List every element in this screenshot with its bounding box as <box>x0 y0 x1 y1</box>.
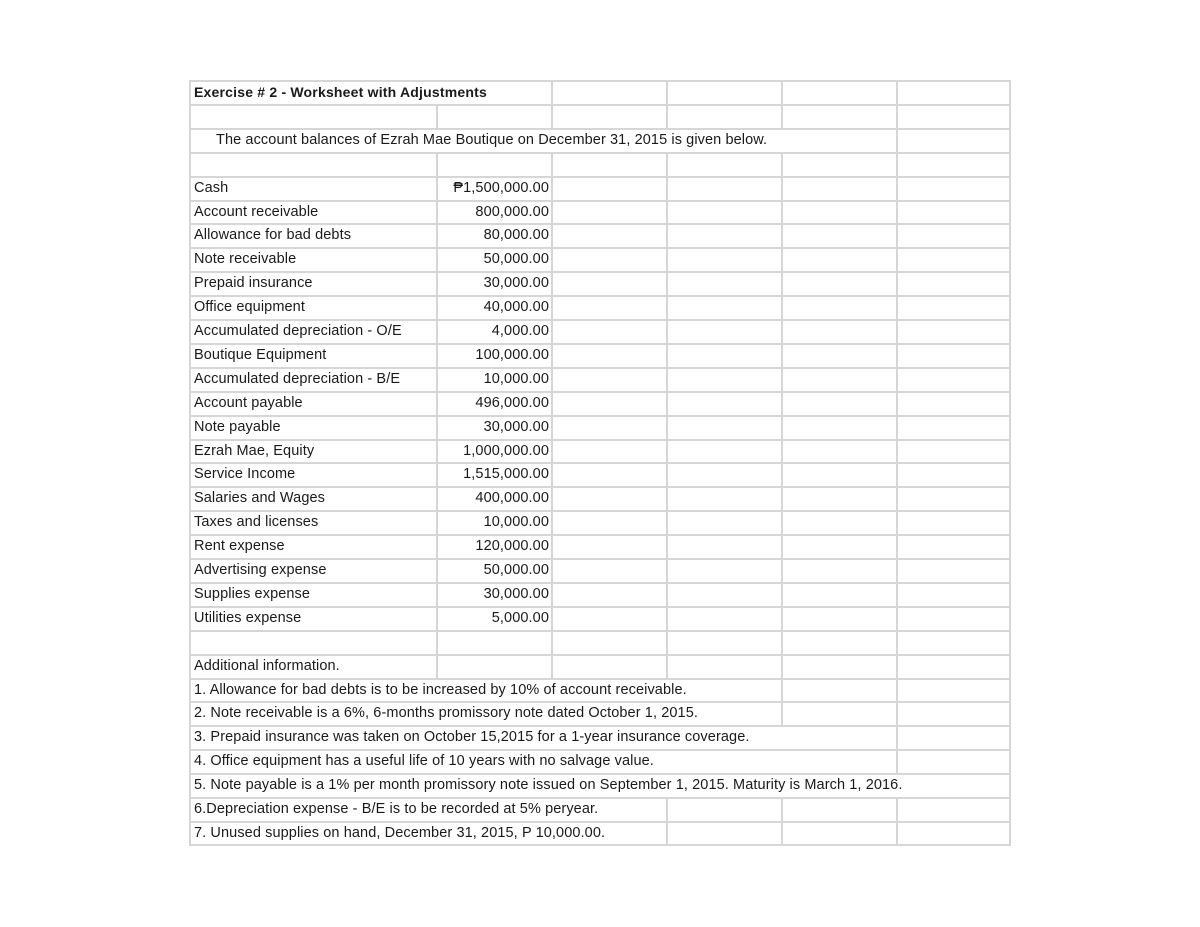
grid-column-line <box>189 80 191 105</box>
account-amount: 4,000.00 <box>491 323 549 339</box>
account-name: Office equipment <box>194 299 305 316</box>
grid-column-line <box>896 678 898 703</box>
grid-column-line <box>1009 797 1011 822</box>
grid-column-line <box>1009 510 1011 535</box>
grid-column-line <box>436 654 438 679</box>
account-amount: 400,000.00 <box>475 490 549 507</box>
additional-info-item: 5. Note payable is a 1% per month promissory note issued on September 1, 2015. Maturity is March 1, 2016. <box>194 777 903 794</box>
grid-column-line <box>781 534 783 559</box>
account-name: Account receivable <box>194 203 319 220</box>
grid-column-line <box>551 152 553 177</box>
account-name: Accumulated depreciation - O/E <box>194 323 402 339</box>
grid-row-line <box>189 152 1011 154</box>
grid-column-line <box>189 534 191 559</box>
grid-row-line <box>189 247 1011 249</box>
grid-column-line <box>896 295 898 320</box>
grid-column-line <box>189 247 191 272</box>
grid-row-line <box>189 295 1011 297</box>
grid-column-line <box>666 271 668 296</box>
grid-column-line <box>1009 295 1011 320</box>
grid-column-line <box>896 200 898 225</box>
grid-column-line <box>666 152 668 177</box>
grid-column-line <box>1009 654 1011 679</box>
grid-column-line <box>781 104 783 129</box>
grid-column-line <box>1009 606 1011 631</box>
grid-column-line <box>551 439 553 464</box>
account-name: Accumulated depreciation - B/E <box>194 370 401 387</box>
account-name: Advertising expense <box>194 562 327 578</box>
grid-column-line <box>1009 200 1011 225</box>
account-amount: 30,000.00 <box>483 275 549 292</box>
grid-column-line <box>551 510 553 535</box>
spreadsheet-grid <box>189 80 1011 845</box>
grid-column-line <box>189 439 191 464</box>
grid-column-line <box>189 558 191 583</box>
grid-column-line <box>896 486 898 511</box>
grid-column-line <box>781 606 783 631</box>
grid-column-line <box>896 391 898 416</box>
grid-column-line <box>781 701 783 726</box>
grid-column-line <box>896 654 898 679</box>
grid-column-line <box>896 630 898 655</box>
grid-column-line <box>189 749 191 774</box>
account-name: Boutique Equipment <box>194 346 327 363</box>
additional-info-item: 3. Prepaid insurance was taken on October 15,2015 for a 1-year insurance coverage. <box>194 729 750 746</box>
grid-column-line <box>551 247 553 272</box>
account-name: Rent expense <box>194 538 285 555</box>
grid-column-line <box>1009 534 1011 559</box>
grid-column-line <box>666 200 668 225</box>
additional-info-item: 4. Office equipment has a useful life of 10 years with no salvage value. <box>194 753 654 770</box>
grid-column-line <box>551 391 553 416</box>
grid-column-line <box>781 319 783 344</box>
grid-row-line <box>189 462 1011 464</box>
account-amount: 10,000.00 <box>483 370 549 387</box>
grid-column-line <box>551 582 553 607</box>
grid-column-line <box>189 773 191 798</box>
grid-column-line <box>1009 319 1011 344</box>
grid-column-line <box>896 510 898 535</box>
grid-column-line <box>666 510 668 535</box>
grid-column-line <box>896 606 898 631</box>
account-amount: 40,000.00 <box>483 299 549 316</box>
account-name: Note receivable <box>194 251 297 268</box>
worksheet-title: Exercise # 2 - Worksheet with Adjustments <box>194 84 487 100</box>
grid-column-line <box>666 295 668 320</box>
intro-text: The account balances of Ezrah Mae Boutique on December 31, 2015 is given below. <box>216 131 768 148</box>
grid-column-line <box>666 367 668 392</box>
grid-column-line <box>666 462 668 487</box>
grid-column-line <box>1009 271 1011 296</box>
grid-column-line <box>896 367 898 392</box>
account-amount: 496,000.00 <box>475 394 549 411</box>
grid-column-line <box>666 534 668 559</box>
grid-column-line <box>781 582 783 607</box>
grid-column-line <box>1009 128 1011 153</box>
grid-column-line <box>1009 582 1011 607</box>
grid-column-line <box>551 367 553 392</box>
grid-column-line <box>1009 701 1011 726</box>
grid-column-line <box>189 510 191 535</box>
grid-column-line <box>436 630 438 655</box>
grid-column-line <box>781 630 783 655</box>
account-amount: 1,000,000.00 <box>463 442 549 459</box>
account-amount: 1,515,000.00 <box>463 466 549 483</box>
grid-column-line <box>896 80 898 105</box>
grid-column-line <box>1009 152 1011 177</box>
grid-column-line <box>1009 462 1011 487</box>
grid-column-line <box>781 486 783 511</box>
grid-column-line <box>1009 486 1011 511</box>
grid-column-line <box>781 80 783 105</box>
account-amount: 10,000.00 <box>483 514 549 531</box>
grid-row-line <box>189 606 1011 608</box>
grid-column-line <box>666 415 668 440</box>
account-amount: 120,000.00 <box>475 538 549 555</box>
account-name: Taxes and licenses <box>194 514 319 531</box>
grid-column-line <box>896 725 898 750</box>
grid-column-line <box>1009 391 1011 416</box>
grid-column-line <box>551 223 553 248</box>
grid-row-line <box>189 630 1011 632</box>
grid-column-line <box>551 534 553 559</box>
grid-column-line <box>896 534 898 559</box>
grid-column-line <box>551 486 553 511</box>
grid-column-line <box>189 486 191 511</box>
grid-column-line <box>551 606 553 631</box>
grid-column-line <box>551 104 553 129</box>
grid-column-line <box>551 295 553 320</box>
grid-column-line <box>189 343 191 368</box>
grid-column-line <box>666 582 668 607</box>
grid-column-line <box>436 152 438 177</box>
grid-column-line <box>896 582 898 607</box>
grid-column-line <box>1009 176 1011 201</box>
grid-column-line <box>896 319 898 344</box>
grid-column-line <box>666 630 668 655</box>
grid-column-line <box>666 391 668 416</box>
grid-row-line <box>189 534 1011 536</box>
grid-row-line <box>189 415 1011 417</box>
grid-column-line <box>1009 343 1011 368</box>
account-name: Allowance for bad debts <box>194 227 352 244</box>
grid-column-line <box>896 821 898 846</box>
account-amount: 30,000.00 <box>483 418 549 435</box>
grid-column-line <box>551 271 553 296</box>
grid-column-line <box>781 391 783 416</box>
grid-column-line <box>1009 367 1011 392</box>
grid-column-line <box>781 558 783 583</box>
grid-column-line <box>781 200 783 225</box>
grid-column-line <box>666 606 668 631</box>
grid-column-line <box>896 797 898 822</box>
grid-column-line <box>896 223 898 248</box>
grid-column-line <box>189 701 191 726</box>
account-amount: 100,000.00 <box>475 346 549 363</box>
grid-column-line <box>551 558 553 583</box>
grid-column-line <box>189 415 191 440</box>
grid-row-line <box>189 582 1011 584</box>
grid-column-line <box>781 821 783 846</box>
grid-column-line <box>189 678 191 703</box>
grid-column-line <box>896 701 898 726</box>
grid-column-line <box>1009 247 1011 272</box>
grid-column-line <box>1009 821 1011 846</box>
grid-column-line <box>666 343 668 368</box>
grid-column-line <box>189 367 191 392</box>
grid-column-line <box>189 654 191 679</box>
grid-column-line <box>781 678 783 703</box>
grid-column-line <box>189 271 191 296</box>
grid-column-line <box>666 247 668 272</box>
grid-column-line <box>189 797 191 822</box>
grid-column-line <box>896 343 898 368</box>
account-name: Note payable <box>194 418 281 435</box>
grid-column-line <box>781 223 783 248</box>
grid-column-line <box>666 821 668 846</box>
account-name: Ezrah Mae, Equity <box>194 442 315 459</box>
grid-column-line <box>896 247 898 272</box>
grid-column-line <box>189 128 191 153</box>
additional-info-item: 1. Allowance for bad debts is to be increased by 10% of account receivable. <box>194 681 687 698</box>
grid-column-line <box>781 462 783 487</box>
account-amount: 800,000.00 <box>475 203 549 220</box>
account-amount: ₱1,500,000.00 <box>453 179 549 196</box>
grid-column-line <box>781 152 783 177</box>
account-amount: 30,000.00 <box>483 585 549 602</box>
grid-column-line <box>896 104 898 129</box>
grid-column-line <box>1009 558 1011 583</box>
additional-info-item: 7. Unused supplies on hand, December 31, 2015, P 10,000.00. <box>194 824 606 841</box>
grid-column-line <box>666 104 668 129</box>
grid-column-line <box>1009 630 1011 655</box>
grid-column-line <box>189 462 191 487</box>
grid-column-line <box>666 223 668 248</box>
account-name: Cash <box>194 179 229 196</box>
account-name: Supplies expense <box>194 585 311 602</box>
grid-column-line <box>896 439 898 464</box>
account-name: Prepaid insurance <box>194 275 313 292</box>
grid-column-line <box>189 295 191 320</box>
grid-column-line <box>781 654 783 679</box>
grid-column-line <box>781 797 783 822</box>
grid-column-line <box>781 510 783 535</box>
grid-column-line <box>1009 773 1011 798</box>
grid-column-line <box>189 319 191 344</box>
grid-column-line <box>781 271 783 296</box>
grid-column-line <box>1009 223 1011 248</box>
grid-column-line <box>189 582 191 607</box>
grid-column-line <box>189 630 191 655</box>
grid-column-line <box>436 104 438 129</box>
grid-row-line <box>189 104 1011 106</box>
account-name: Account payable <box>194 394 303 411</box>
grid-column-line <box>896 415 898 440</box>
grid-column-line <box>189 176 191 201</box>
grid-column-line <box>666 439 668 464</box>
grid-column-line <box>189 223 191 248</box>
grid-row-line <box>189 391 1011 393</box>
grid-column-line <box>1009 725 1011 750</box>
grid-column-line <box>1009 80 1011 105</box>
account-name: Service Income <box>194 466 296 483</box>
grid-column-line <box>1009 415 1011 440</box>
grid-column-line <box>666 319 668 344</box>
grid-column-line <box>896 462 898 487</box>
grid-column-line <box>1009 749 1011 774</box>
grid-column-line <box>551 176 553 201</box>
grid-column-line <box>896 558 898 583</box>
grid-column-line <box>896 271 898 296</box>
grid-column-line <box>189 821 191 846</box>
grid-column-line <box>781 415 783 440</box>
account-name: Salaries and Wages <box>194 490 326 507</box>
grid-column-line <box>666 558 668 583</box>
grid-column-line <box>1009 104 1011 129</box>
grid-column-line <box>781 295 783 320</box>
grid-column-line <box>551 319 553 344</box>
additional-info-item: 2. Note receivable is a 6%, 6-months promissory note dated October 1, 2015. <box>194 705 698 722</box>
grid-column-line <box>666 486 668 511</box>
account-amount: 50,000.00 <box>483 562 549 578</box>
grid-column-line <box>189 200 191 225</box>
grid-column-line <box>781 247 783 272</box>
grid-column-line <box>781 343 783 368</box>
grid-column-line <box>551 200 553 225</box>
grid-column-line <box>551 343 553 368</box>
grid-column-line <box>189 391 191 416</box>
grid-column-line <box>896 176 898 201</box>
account-amount: 80,000.00 <box>483 227 549 244</box>
grid-column-line <box>551 80 553 105</box>
grid-column-line <box>781 176 783 201</box>
additional-info-heading: Additional information. <box>194 657 340 674</box>
grid-column-line <box>781 439 783 464</box>
grid-column-line <box>666 654 668 679</box>
grid-column-line <box>896 128 898 153</box>
grid-column-line <box>1009 439 1011 464</box>
grid-column-line <box>189 104 191 129</box>
grid-column-line <box>666 176 668 201</box>
additional-info-item: 6.Depreciation expense - B/E is to be recorded at 5% peryear. <box>194 801 599 817</box>
grid-column-line <box>189 152 191 177</box>
grid-column-line <box>666 80 668 105</box>
grid-column-line <box>896 152 898 177</box>
grid-row-line <box>189 176 1011 178</box>
grid-column-line <box>551 415 553 440</box>
grid-column-line <box>551 462 553 487</box>
grid-column-line <box>781 367 783 392</box>
account-amount: 50,000.00 <box>483 251 549 268</box>
account-amount: 5,000.00 <box>491 609 549 626</box>
grid-column-line <box>189 725 191 750</box>
grid-column-line <box>189 606 191 631</box>
grid-column-line <box>1009 678 1011 703</box>
grid-column-line <box>551 654 553 679</box>
grid-column-line <box>551 630 553 655</box>
account-name: Utilities expense <box>194 609 302 626</box>
grid-column-line <box>666 797 668 822</box>
grid-column-line <box>896 749 898 774</box>
